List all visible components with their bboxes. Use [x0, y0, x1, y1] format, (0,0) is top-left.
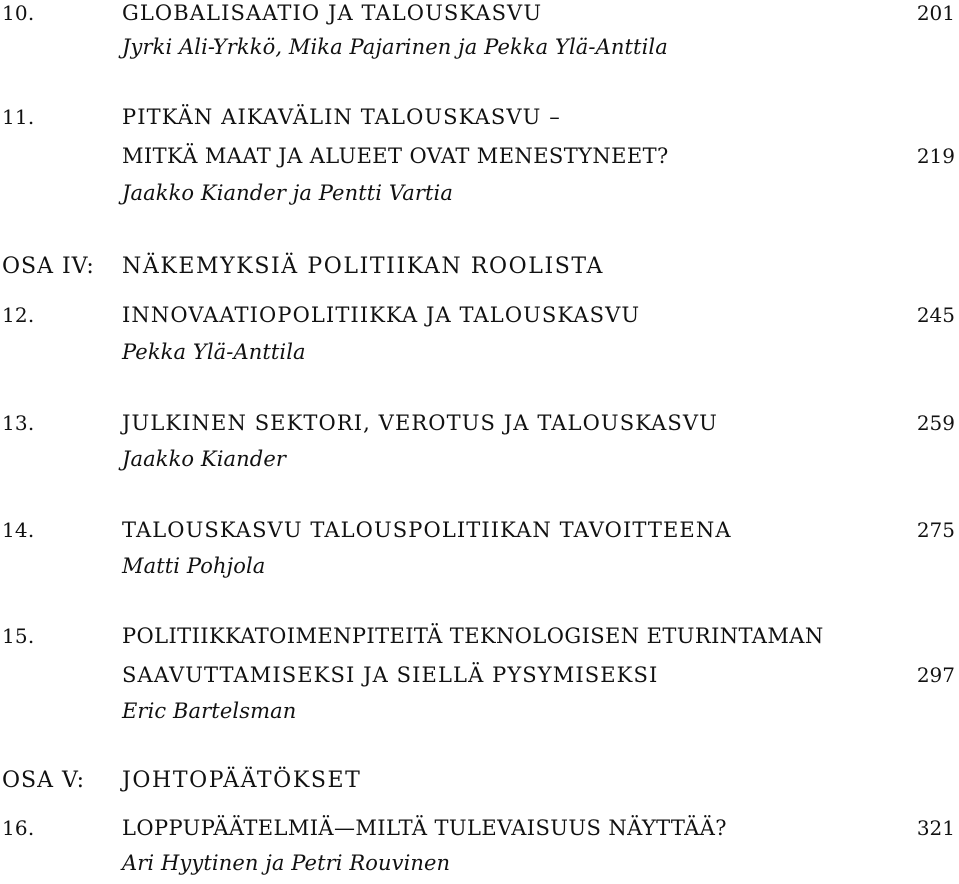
toc-entry-author-line [0, 335, 959, 369]
toc-entry-author-line [0, 846, 959, 880]
toc-entry-author-line [0, 694, 959, 728]
page-number: 321 [916, 816, 955, 840]
chapter-number: 11. [2, 105, 35, 129]
chapter-title: POLITIIKKATOIMENPITEITÄ TEKNOLOGISEN ETURINTAMAN [122, 624, 824, 648]
toc-entry-title-line [0, 406, 959, 440]
page-number: 259 [916, 411, 955, 435]
chapter-title-continued: MITKÄ MAAT JA ALUEET OVAT MENESTYNEET? [122, 144, 669, 168]
part-title: NÄKEMYKSIÄ POLITIIKAN ROOLISTA [122, 254, 604, 279]
toc-entry-title-line [0, 513, 959, 547]
chapter-number: 14. [2, 518, 35, 542]
toc-entry-title-line [0, 100, 959, 134]
toc-entry-title-line [0, 619, 959, 653]
chapter-title: GLOBALISAATIO JA TALOUSKASVU [122, 1, 543, 25]
toc-entry-author-line [0, 176, 959, 210]
chapter-authors: Jaakko Kiander ja Pentti Vartia [122, 181, 453, 205]
part-heading [0, 764, 959, 798]
part-label: OSA IV: [2, 254, 95, 279]
page-number: 201 [916, 1, 955, 25]
toc-entry-title-line [0, 298, 959, 332]
chapter-number: 16. [2, 816, 35, 840]
part-title: JOHTOPÄÄTÖKSET [122, 768, 362, 793]
chapter-authors: Jyrki Ali-Yrkkö, Mika Pajarinen ja Pekka Ylä-Anttila [122, 35, 668, 59]
chapter-title: TALOUSKASVU TALOUSPOLITIIKAN TAVOITTEENA [122, 518, 732, 542]
chapter-authors: Matti Pohjola [122, 554, 266, 578]
chapter-number: 15. [2, 624, 35, 648]
toc-entry-title-line [0, 658, 959, 692]
part-heading [0, 250, 959, 284]
chapter-authors: Eric Bartelsman [122, 699, 297, 723]
toc-entry-title-line [0, 139, 959, 173]
toc-entry-author-line [0, 442, 959, 476]
chapter-title: LOPPUPÄÄTELMIÄ—MILTÄ TULEVAISUUS NÄYTTÄÄ? [122, 816, 727, 840]
chapter-authors: Ari Hyytinen ja Petri Rouvinen [122, 851, 451, 875]
chapter-title: INNOVAATIOPOLITIIKKA JA TALOUSKASVU [122, 303, 641, 327]
page-number: 275 [916, 518, 955, 542]
chapter-authors: Jaakko Kiander [122, 447, 286, 471]
page-number: 219 [916, 144, 955, 168]
toc-entry-author-line [0, 549, 959, 583]
chapter-title-continued: SAAVUTTAMISEKSI JA SIELLÄ PYSYMISEKSI [122, 663, 659, 687]
toc-entry-title-line [0, 0, 959, 30]
page-number: 245 [916, 303, 955, 327]
chapter-number: 12. [2, 303, 35, 327]
toc-entry-title-line [0, 811, 959, 845]
page-number: 297 [916, 663, 955, 687]
part-label: OSA V: [2, 768, 86, 793]
chapter-title: PITKÄN AIKAVÄLIN TALOUSKASVU – [122, 105, 561, 129]
toc-entry-author-line [0, 30, 959, 64]
chapter-number: 13. [2, 411, 35, 435]
chapter-number: 10. [2, 1, 35, 25]
chapter-authors: Pekka Ylä-Anttila [122, 340, 306, 364]
chapter-title: JULKINEN SEKTORI, VEROTUS JA TALOUSKASVU [122, 411, 718, 435]
